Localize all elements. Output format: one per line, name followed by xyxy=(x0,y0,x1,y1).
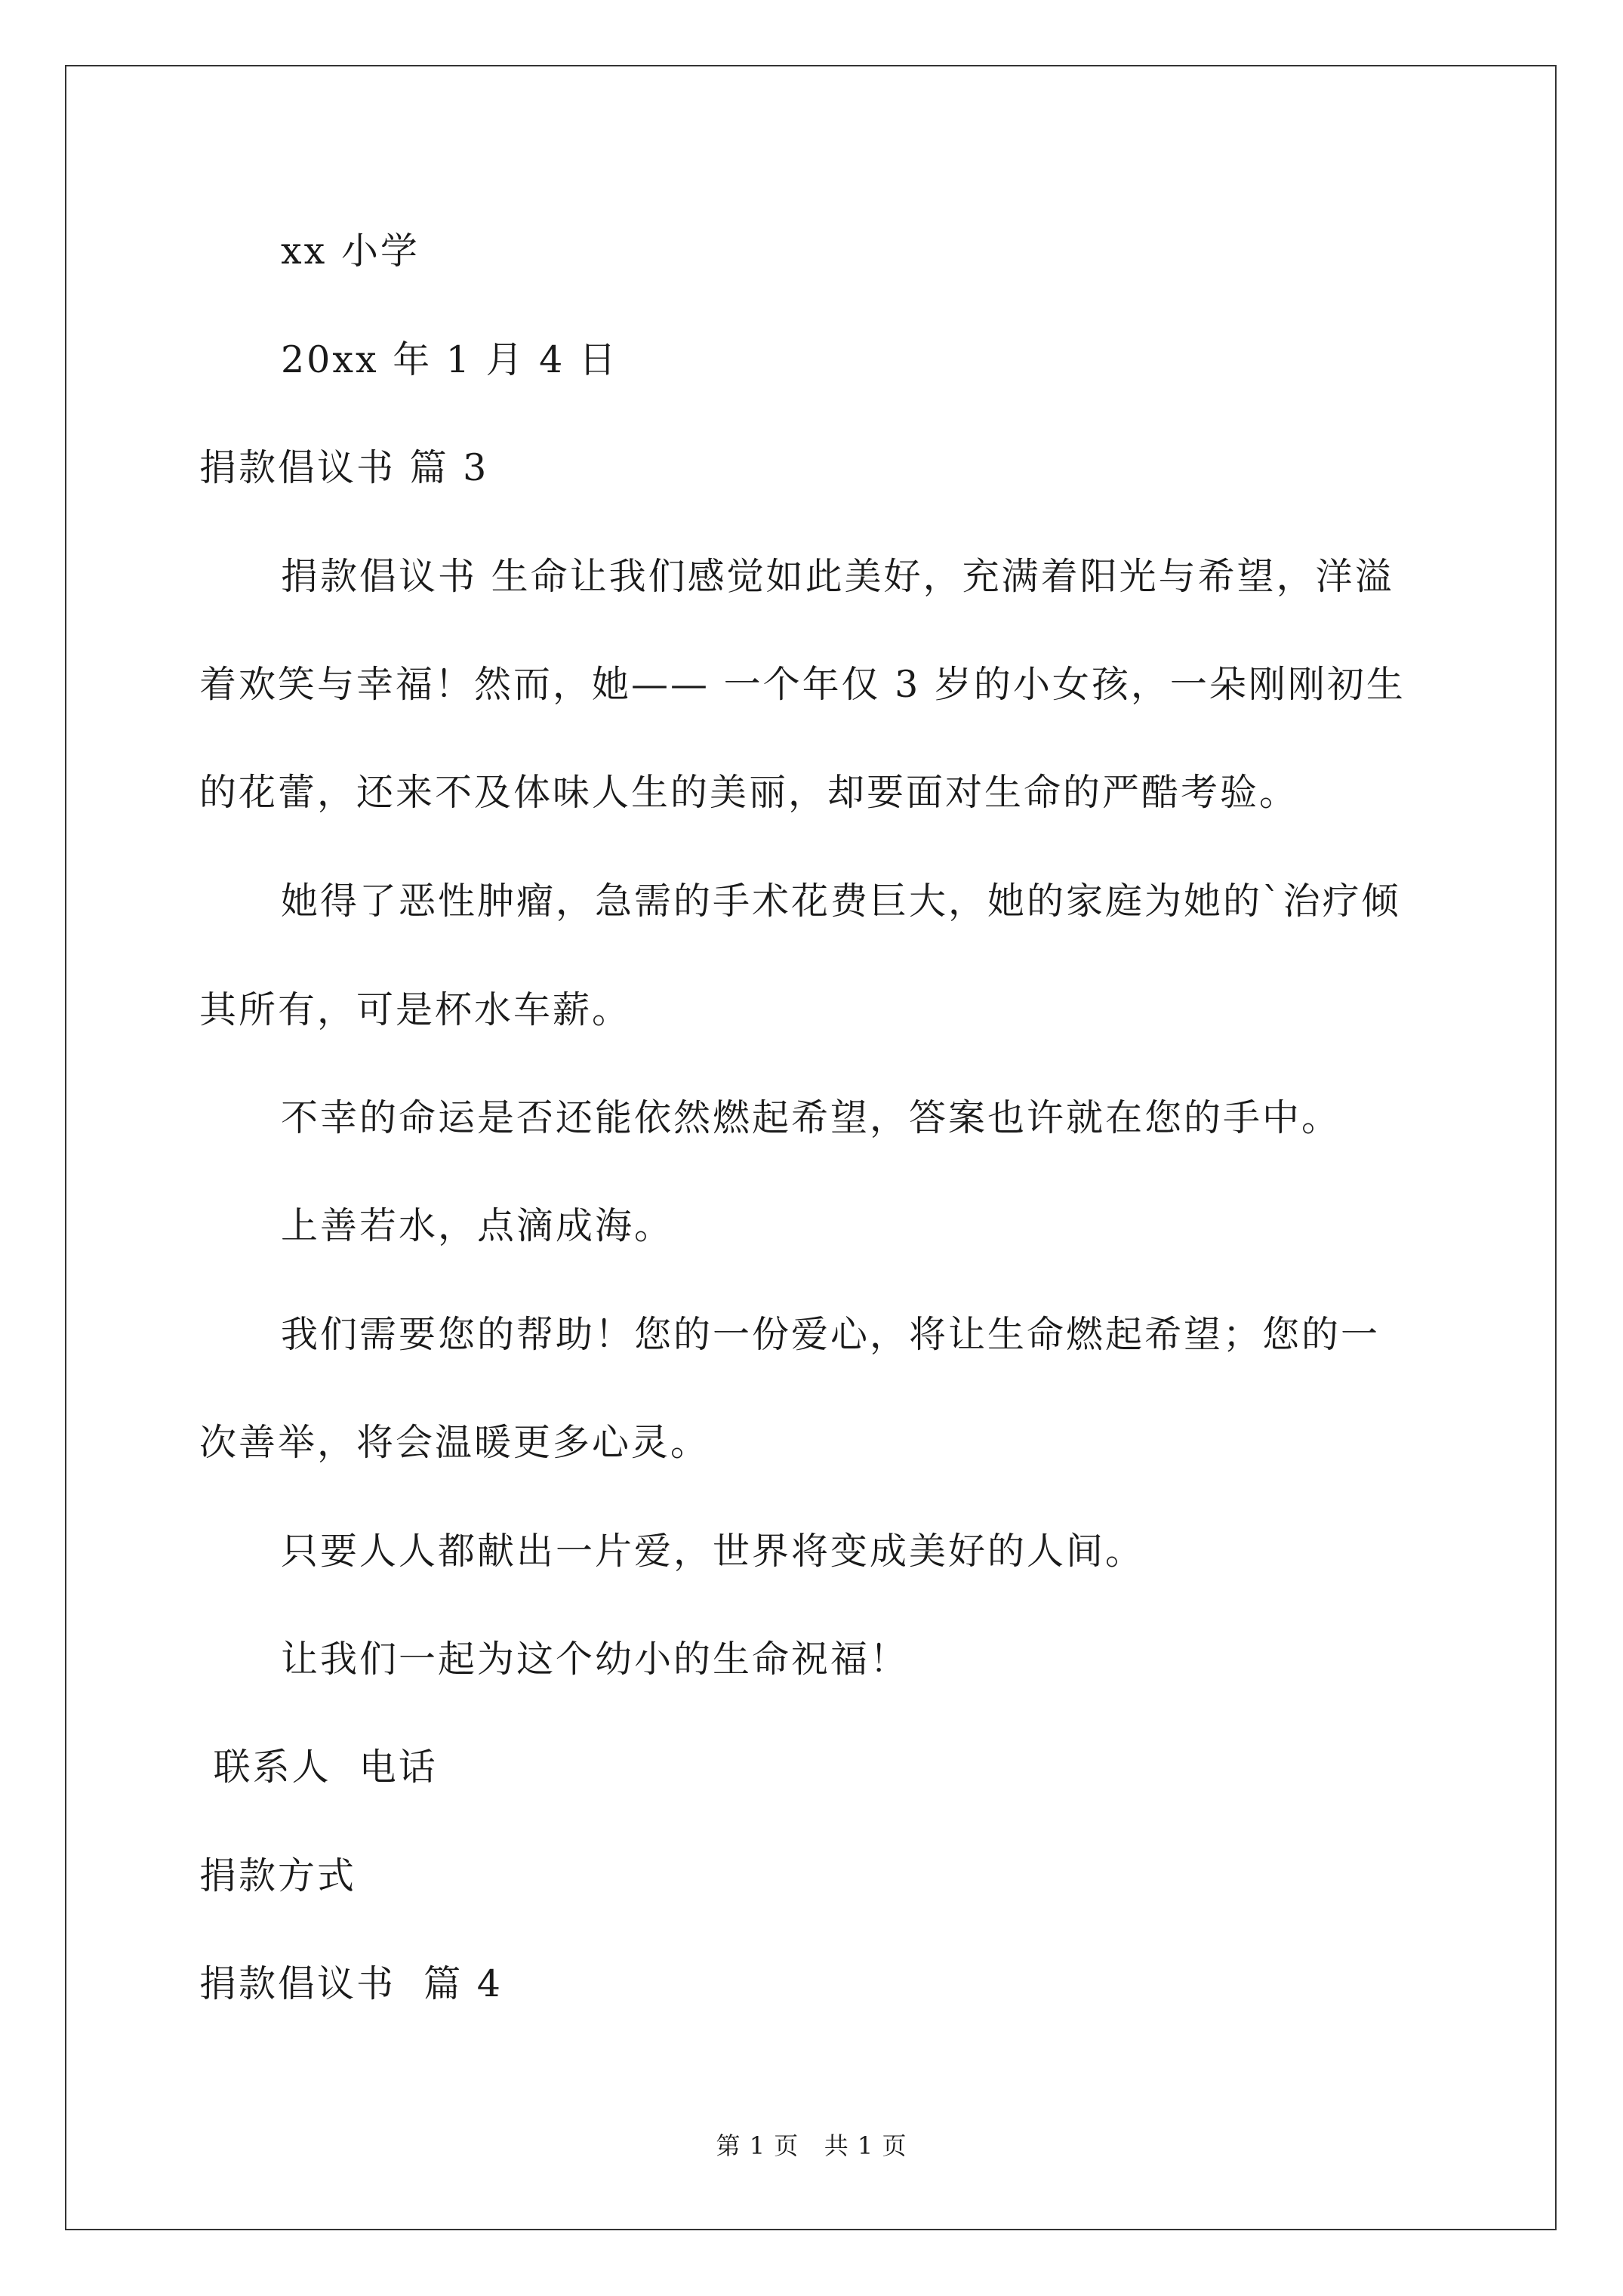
donation-method: 捐款方式 xyxy=(199,1854,357,1897)
paragraph-line: 其所有，可是杯水车薪。 xyxy=(199,988,632,1031)
paragraph-line: 让我们一起为这个幼小的生命祝福！ xyxy=(281,1638,910,1681)
section-heading-3: 捐款倡议书 篇 3 xyxy=(199,446,489,489)
letter-date: 20xx 年 1 月 4 日 xyxy=(281,338,618,381)
paragraph-line: 次善举，将会温暖更多心灵。 xyxy=(199,1421,710,1464)
paragraph-line: 着欢笑与幸福！然而，她—— 一个年仅 3 岁的小女孩，一朵刚刚初生 xyxy=(199,663,1406,706)
paragraph-line: 只要人人都献出一片爱，世界将变成美好的人间。 xyxy=(281,1530,1145,1573)
school-name: xx 小学 xyxy=(281,230,420,273)
paragraph-line: 不幸的命运是否还能依然燃起希望，答案也许就在您的手中。 xyxy=(281,1096,1341,1139)
paragraph-line: 上善若水，点滴成海。 xyxy=(281,1204,674,1247)
paragraph-line: 的花蕾，还来不及体味人生的美丽，却要面对生命的严酷考验。 xyxy=(199,771,1299,814)
page-border xyxy=(65,65,1557,2230)
paragraph-line: 我们需要您的帮助！您的一份爱心，将让生命燃起希望；您的一 xyxy=(281,1313,1381,1356)
contact-line: 联系人 电话 xyxy=(199,1746,438,1789)
section-heading-4: 捐款倡议书 篇 4 xyxy=(199,1962,503,2005)
paragraph-line: 捐款倡议书 生命让我们感觉如此美好，充满着阳光与希望，洋溢 xyxy=(281,555,1394,598)
paragraph-line: 她得了恶性肿瘤，急需的手术花费巨大，她的家庭为她的`治疗倾 xyxy=(281,880,1401,923)
page-footer: 第 1 页 共 1 页 xyxy=(716,2131,907,2160)
